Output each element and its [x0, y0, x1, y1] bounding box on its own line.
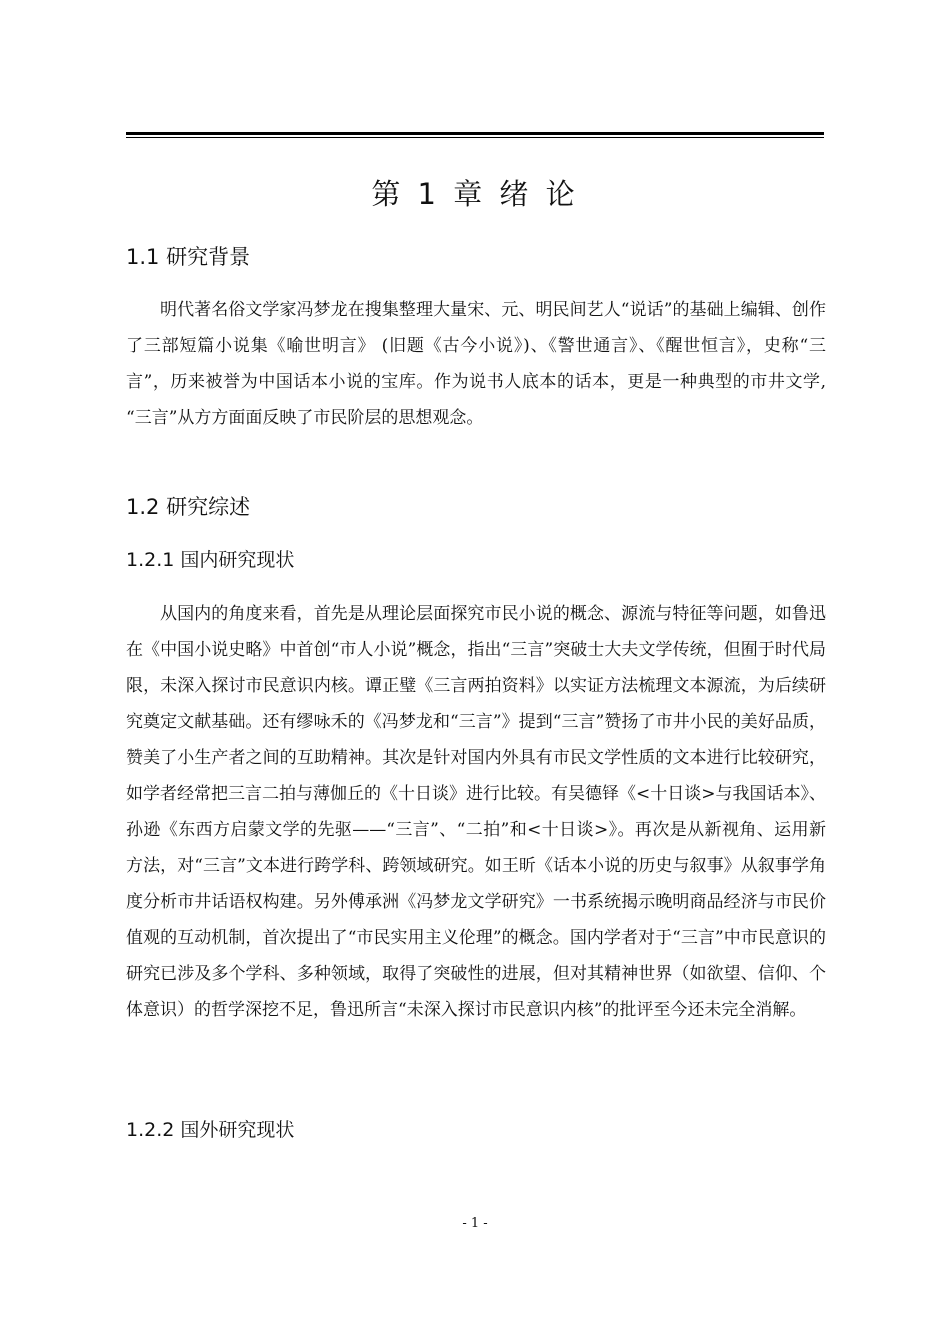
- header-rule-thin: [126, 137, 824, 138]
- section-heading-1-2-1: 1.2.1 国内研究现状: [126, 549, 295, 571]
- section-heading-1-2: 1.2 研究综述: [126, 495, 251, 519]
- header-double-rule: [126, 132, 824, 138]
- paragraph-domestic-research: 从国内的角度来看，首先是从理论层面探究市民小说的概念、源流与特征等问题，如鲁迅在《中国小说史略》中首创“市人小说”概念，指出“三言”突破士大夫文学传统，但囿于时代局限，未深入探讨市民意识内核。谭正璧《三言两拍资料》以实证方法梳理文本源流，为后续研究奠定文献基础。还有缪咏禾的《冯梦龙和“三言”》提到“三言”赞扬了市井小民的美好品质，赞美了小生产者之间的互助精神。其次是针对国内外具有市民文学性质的文本进行比较研究，如学者经常把三言二拍与薄伽丘的《十日谈》进行比较。有吴德铎《<十日谈>与我国话本》、孙逊《东西方启蒙文学的先驱——“三言”、“二拍”和<十日谈>》。再次是从新视角、运用新方法，对“三言”文本进行跨学科、跨领域研究。如王昕《话本小说的历史与叙事》从叙事学角度分析市井话语权构建。另外傅承洲《冯梦龙文学研究》一书系统揭示晚明商品经济与市民价值观的互动机制，首次提出了“市民实用主义伦理”的概念。国内学者对于“三言”中市民意识的研究已涉及多个学科、多种领域，取得了突破性的进展，但对其精神世界（如欲望、信仰、个体意识）的哲学深挖不足，鲁迅所言“未深入探讨市民意识内核”的批评至今还未完全消解。: [126, 604, 826, 1020]
- header-rule-thick: [126, 132, 824, 135]
- chapter-title: 第 1 章 绪 论: [371, 177, 579, 211]
- paragraph-research-background: 明代著名俗文学家冯梦龙在搜集整理大量宋、元、明民间艺人“说话”的基础上编辑、创作了三部短篇小说集《喻世明言》 (旧题《古今小说》)、《警世通言》、《醒世恒言》，史称“三言”，历来被誉为中国话本小说的宝库。作为说书人底本的话本，更是一种典型的市井文学, “三言”从方方面面反映了市民阶层的思想观念。: [126, 300, 826, 428]
- section-heading-1-2-2: 1.2.2 国外研究现状: [126, 1119, 295, 1141]
- section-heading-1-1: 1.1 研究背景: [126, 245, 251, 269]
- page-number: - 1 -: [462, 1216, 488, 1231]
